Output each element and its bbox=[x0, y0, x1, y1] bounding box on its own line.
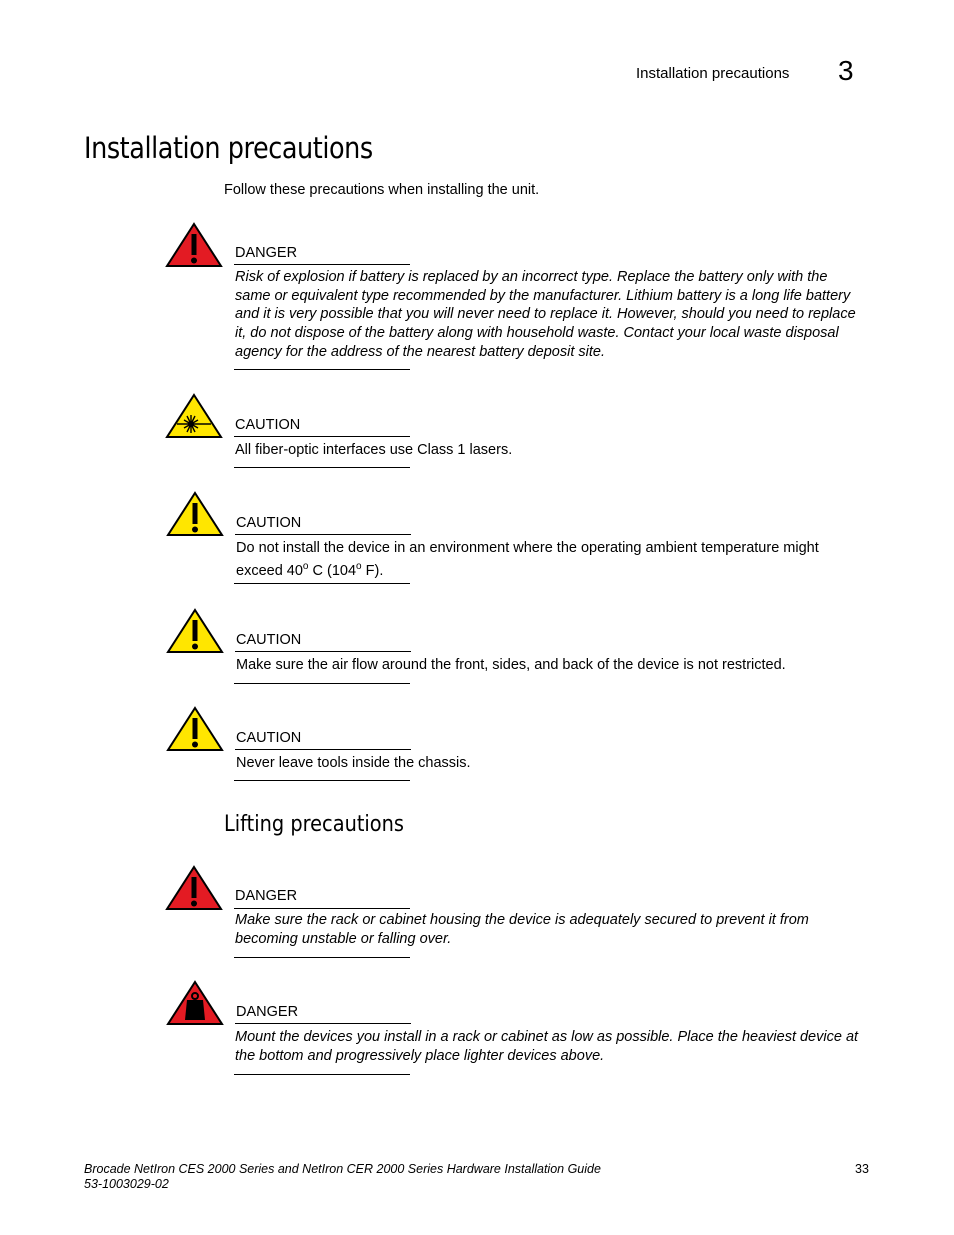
notice-text: Risk of explosion if battery is replaced by an incorrect type. Replace the battery only with the same or equivalent type recommended by the manufacturer. Lithium battery is a long life battery and it is very possible that you will never need to replace it. However, should you need to replace it, do not dispose of the battery along with household waste. Contact your local waste disposal agency for the address of the nearest battery deposit site. bbox=[235, 269, 856, 360]
notice-text: All fiber-optic interfaces use Class 1 lasers. bbox=[235, 442, 513, 458]
notice-label: CAUTION bbox=[236, 515, 302, 531]
label-rule bbox=[235, 749, 411, 750]
heavy-weight-icon bbox=[166, 980, 224, 1026]
chapter-number: 3 bbox=[838, 55, 854, 86]
notice-end-rule bbox=[234, 583, 410, 584]
notice-label: CAUTION bbox=[235, 417, 301, 433]
notice-label: DANGER bbox=[235, 245, 298, 261]
laser-warning-icon bbox=[165, 393, 223, 439]
notice-label: CAUTION bbox=[236, 730, 302, 746]
notice-label: DANGER bbox=[236, 1004, 299, 1020]
page-title: Installation precautions bbox=[84, 131, 373, 165]
danger-exclamation-icon bbox=[165, 222, 223, 268]
notice-end-rule bbox=[234, 683, 410, 684]
label-rule bbox=[235, 651, 411, 652]
section-heading: Lifting precautions bbox=[224, 812, 405, 837]
label-rule bbox=[234, 908, 410, 909]
running-header-title: Installation precautions bbox=[636, 65, 790, 82]
label-rule bbox=[234, 436, 410, 437]
notice-text: Make sure the air flow around the front, sides, and back of the device is not restricted. bbox=[236, 657, 786, 673]
notice-end-rule bbox=[234, 467, 410, 468]
notice-label: CAUTION bbox=[236, 632, 302, 648]
intro-text: Follow these precautions when installing the unit. bbox=[224, 182, 540, 198]
label-rule bbox=[235, 1023, 411, 1024]
notice-end-rule bbox=[234, 957, 410, 958]
notice-text: Mount the devices you install in a rack or cabinet as low as possible. Place the heaviest device at the bottom and progressively place lighter devices above. bbox=[235, 1029, 859, 1064]
notice-text: Do not install the device in an environment where the operating ambient temperature might exceed 40$^o$ C (104$^o$ F). bbox=[236, 540, 819, 579]
notice-end-rule bbox=[234, 780, 410, 781]
caution-exclamation-icon bbox=[166, 608, 224, 654]
notice-end-rule bbox=[234, 369, 410, 370]
notice-text: Never leave tools inside the chassis. bbox=[236, 755, 471, 771]
caution-exclamation-icon bbox=[166, 491, 224, 537]
footer-doc-number: 53-1003029-02 bbox=[84, 1177, 169, 1191]
notice-end-rule bbox=[234, 1074, 410, 1075]
danger-exclamation-icon bbox=[165, 865, 223, 911]
label-rule bbox=[235, 534, 411, 535]
notice-label: DANGER bbox=[235, 888, 298, 904]
caution-exclamation-icon bbox=[166, 706, 224, 752]
notice-text: Make sure the rack or cabinet housing the device is adequately secured to prevent it from becoming unstable or falling over. bbox=[235, 912, 809, 947]
footer-guide-info bbox=[84, 1162, 601, 1192]
label-rule bbox=[234, 264, 410, 265]
footer-page-number: 33 bbox=[855, 1162, 869, 1176]
footer-guide-title: Brocade NetIron CES 2000 Series and NetIron CER 2000 Series Hardware Installation Guide bbox=[84, 1162, 601, 1176]
